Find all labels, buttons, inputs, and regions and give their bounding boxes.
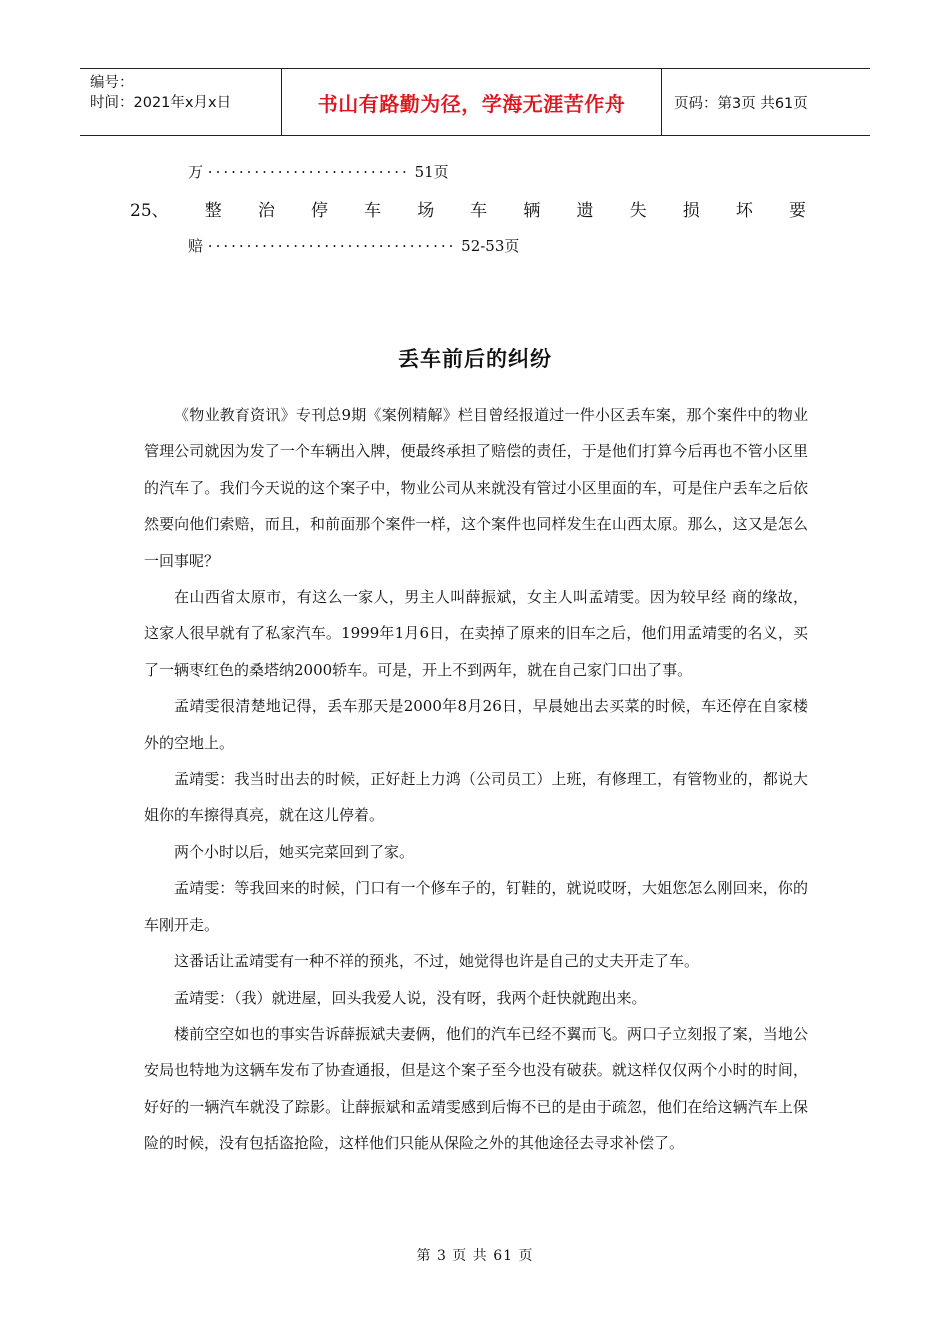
toc-item-char: 失 <box>629 201 647 221</box>
toc-line-continuation-25 <box>188 235 519 256</box>
toc-item-number: 25、 <box>130 201 169 221</box>
document-number-label: 编号： <box>90 75 134 91</box>
toc-item-char: 遗 <box>576 201 594 221</box>
toc-item-char: 车 <box>470 201 488 221</box>
toc-item-25 <box>130 196 806 221</box>
body-paragraph: 孟靖雯很清楚地记得，丢车那天是2000年8月26日，早晨她出去买菜的时候，车还停在自家楼外的空地上。 <box>144 697 808 752</box>
header-meta-cell <box>80 69 282 135</box>
toc-page-ref: 52-53页 <box>461 237 520 255</box>
header-page-cell <box>662 69 870 135</box>
toc-item-char: 停 <box>310 201 328 221</box>
toc-item-char: 场 <box>417 201 435 221</box>
toc-line-continuation-24 <box>188 161 449 182</box>
toc-item-char: 损 <box>682 201 700 221</box>
page-header <box>80 68 870 136</box>
body-paragraph: 两个小时以后，她买完菜回到了家。 <box>174 842 415 861</box>
body-paragraph: 《物业教育资讯》专刊总9期《案例精解》栏目曾经报道过一件小区丢车案，那个案件中的物业管理公司就因为发了一个车辆出入牌，便最终承担了赔偿的责任，于是他们打算今后再也不管小区里的汽车了。我们今天说的这个案子中，物业公司从来就没有管过小区里面的车，可是住户丢车之后依然要向他们索赔，而且，和前面那个案件一样，这个案件也同样发生在山西太原。那么，这又是怎么一回事呢？ <box>144 406 808 570</box>
body-paragraph: 在山西省太原市，有这么一家人，男主人叫薛振斌，女主人叫孟靖雯。因为较早经 商的缘故，这家人很早就有了私家汽车。1999年1月6日，在卖掉了原来的旧车之后，他们用孟靖雯的名义，买了一辆枣红色的桑塔纳2000轿车。可是，开上不到两年，就在自己家门口出了事。 <box>144 588 808 679</box>
toc-item-char: 辆 <box>523 201 541 221</box>
toc-leader-dots: ·························· <box>207 163 410 181</box>
body-paragraph: 孟靖雯：我当时出去的时候，正好赶上力鸿（公司员工）上班，有修理工，有管物业的，都说大姐你的车擦得真亮，就在这儿停着。 <box>144 770 808 825</box>
header-motto: 书山有路勤为径，学海无涯苦作舟 <box>317 91 626 116</box>
body-paragraph: 楼前空空如也的事实告诉薛振斌夫妻俩，他们的汽车已经不翼而飞。两口子立刻报了案，当地公安局也特地为这辆车发布了协查通报，但是这个案子至今也没有破获。就这样仅仅两个小时的时间，好好的一辆汽车就没了踪影。让薛振斌和孟靖雯感到后悔不已的是由于疏忽，他们在给这辆汽车上保险的时候，没有包括盗抢险，这样他们只能从保险之外的其他途径去寻求补偿了。 <box>144 1024 808 1153</box>
body-paragraph: 孟靖雯：等我回来的时候，门口有一个修车子的，钉鞋的，就说哎呀，大姐您怎么刚回来，你的车刚开走。 <box>144 879 808 934</box>
toc-item-char: 治 <box>257 201 275 221</box>
header-motto-cell <box>282 69 662 135</box>
header-page-number: 页码：第3页 共61页 <box>674 95 808 112</box>
toc-item-char: 要 <box>788 201 806 221</box>
toc-leader-dots: ································ <box>207 237 457 255</box>
toc-item-char: 车 <box>364 201 382 221</box>
body-paragraph: 这番话让孟靖雯有一种不祥的预兆，不过，她觉得也许是自己的丈夫开走了车。 <box>174 952 700 971</box>
page-footer: 第 3 页 共 61 页 <box>416 1248 534 1264</box>
body-paragraph: 孟靖雯：（我）就进屋，回头我爱人说，没有呀，我两个赶快就跑出来。 <box>174 988 647 1007</box>
article-title: 丢车前后的纠纷 <box>398 346 552 371</box>
toc-item-char: 坏 <box>735 201 753 221</box>
toc-line-prefix: 万 <box>188 163 204 181</box>
document-date-label: 时间：2021年x月x日 <box>90 95 232 111</box>
article-body <box>144 397 808 1162</box>
toc-item-char: 整 <box>204 201 222 221</box>
toc-page-ref: 51页 <box>414 163 449 181</box>
toc-line-prefix: 赔 <box>188 237 204 255</box>
